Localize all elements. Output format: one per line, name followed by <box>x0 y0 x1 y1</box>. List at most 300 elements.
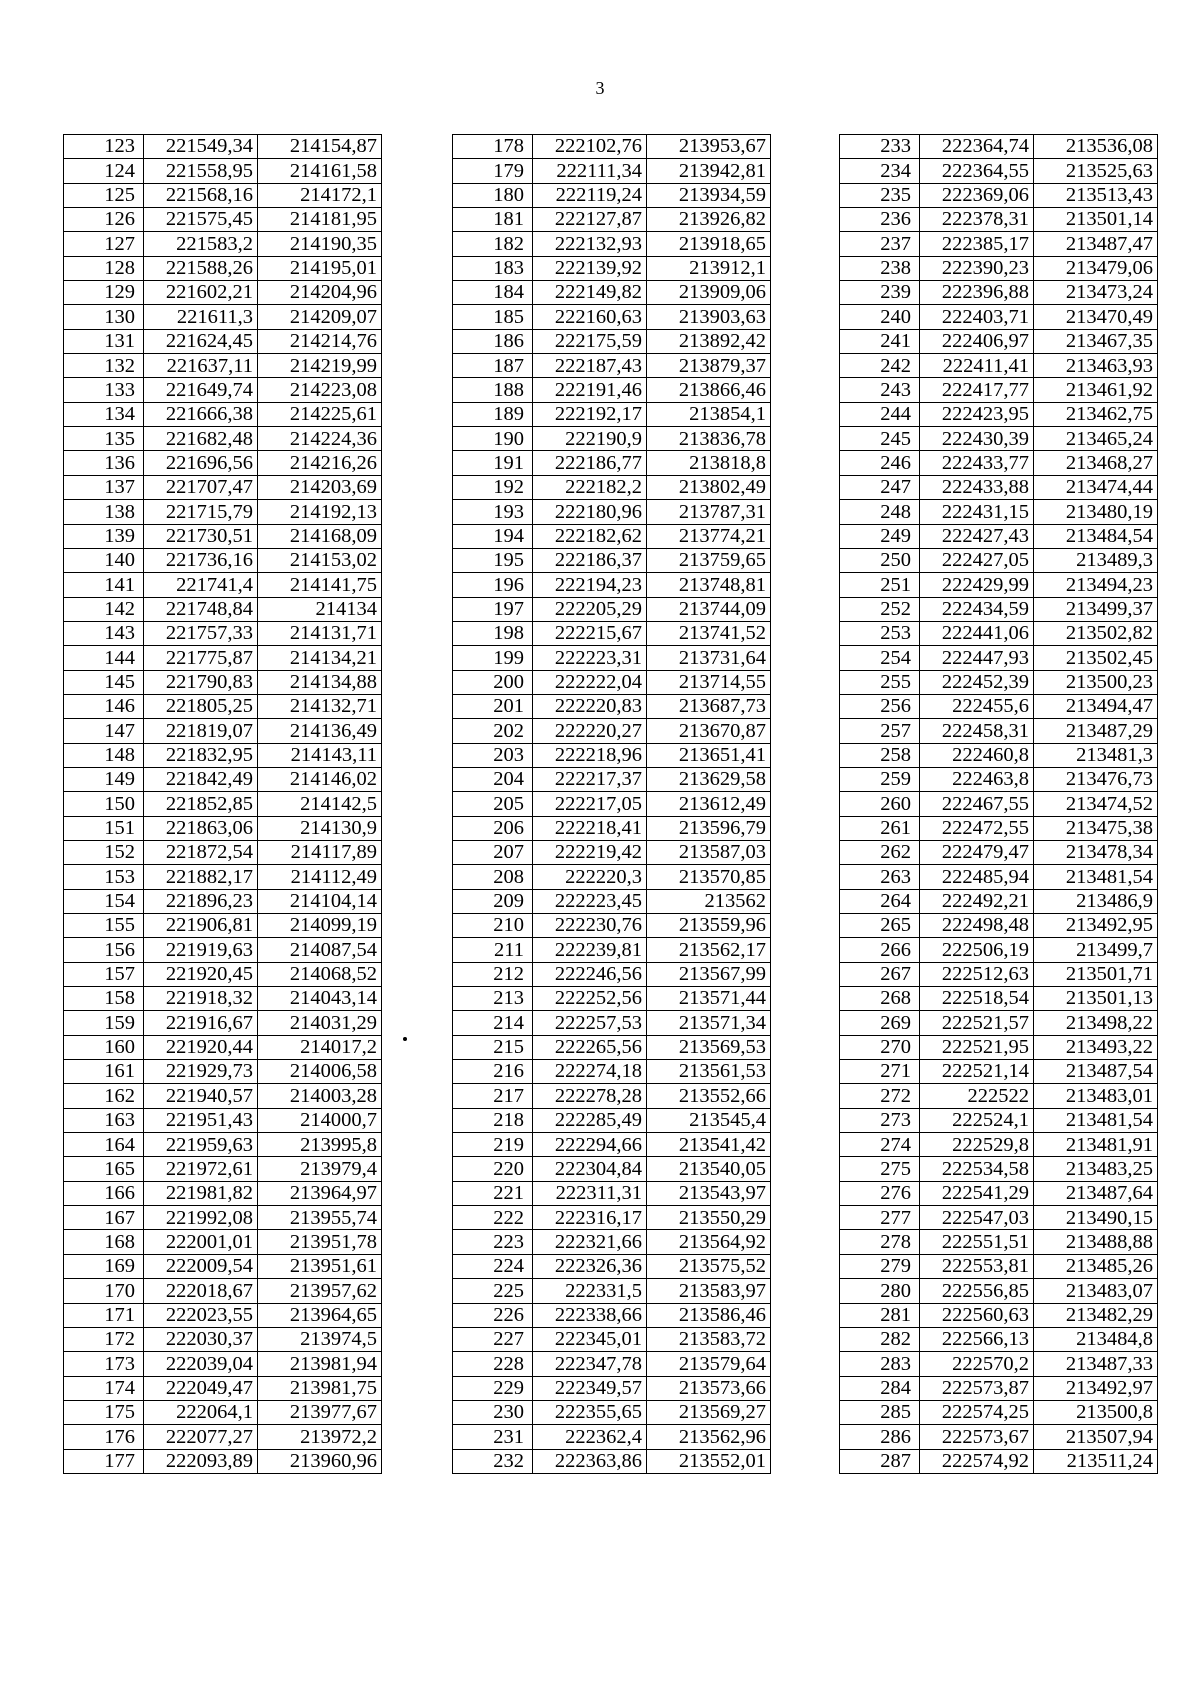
x-coordinate: 222139,92 <box>533 256 647 280</box>
x-coordinate: 221637,11 <box>144 354 258 378</box>
table-row <box>840 1327 1158 1351</box>
y-coordinate: 214131,71 <box>258 621 382 645</box>
y-coordinate: 213926,82 <box>647 208 771 232</box>
x-coordinate: 222257,53 <box>533 1011 647 1035</box>
point-number: 166 <box>64 1181 144 1205</box>
table-row <box>64 1060 382 1084</box>
x-coordinate: 222246,56 <box>533 962 647 986</box>
y-coordinate: 213972,2 <box>258 1425 382 1449</box>
table-row <box>453 232 771 256</box>
y-coordinate: 213836,78 <box>647 427 771 451</box>
y-coordinate: 214154,87 <box>258 135 382 159</box>
table-row <box>840 719 1158 743</box>
point-number: 287 <box>840 1449 920 1473</box>
x-coordinate: 221919,63 <box>144 938 258 962</box>
y-coordinate: 214161,58 <box>258 159 382 183</box>
x-coordinate: 222524,1 <box>920 1108 1034 1132</box>
table-row <box>840 1303 1158 1327</box>
table-row <box>840 232 1158 256</box>
point-number: 219 <box>453 1133 533 1157</box>
x-coordinate: 221602,21 <box>144 281 258 305</box>
point-number: 140 <box>64 548 144 572</box>
x-coordinate: 222252,56 <box>533 987 647 1011</box>
point-number: 267 <box>840 962 920 986</box>
table-row <box>64 208 382 232</box>
y-coordinate: 213501,13 <box>1034 987 1158 1011</box>
x-coordinate: 222406,97 <box>920 329 1034 353</box>
y-coordinate: 213964,97 <box>258 1181 382 1205</box>
y-coordinate: 214136,49 <box>258 719 382 743</box>
x-coordinate: 222205,29 <box>533 597 647 621</box>
table-row <box>840 1108 1158 1132</box>
table-row <box>840 1060 1158 1084</box>
table-row <box>453 256 771 280</box>
y-coordinate: 213579,64 <box>647 1352 771 1376</box>
point-number: 258 <box>840 743 920 767</box>
y-coordinate: 213525,63 <box>1034 159 1158 183</box>
x-coordinate: 221852,85 <box>144 792 258 816</box>
y-coordinate: 214214,76 <box>258 329 382 353</box>
x-coordinate: 222396,88 <box>920 281 1034 305</box>
x-coordinate: 222347,78 <box>533 1352 647 1376</box>
table-row <box>840 208 1158 232</box>
table-row <box>64 938 382 962</box>
table-row <box>64 1230 382 1254</box>
point-number: 149 <box>64 767 144 791</box>
x-coordinate: 221920,44 <box>144 1035 258 1059</box>
y-coordinate: 213483,07 <box>1034 1279 1158 1303</box>
y-coordinate: 213570,85 <box>647 865 771 889</box>
point-number: 128 <box>64 256 144 280</box>
table-row <box>64 670 382 694</box>
x-coordinate: 222417,77 <box>920 378 1034 402</box>
table-row <box>453 597 771 621</box>
x-coordinate: 221951,43 <box>144 1108 258 1132</box>
point-number: 282 <box>840 1327 920 1351</box>
point-number: 125 <box>64 183 144 207</box>
table-row <box>840 1254 1158 1278</box>
x-coordinate: 222064,1 <box>144 1400 258 1424</box>
coordinates-table-3 <box>839 134 1158 1474</box>
point-number: 138 <box>64 500 144 524</box>
y-coordinate: 213596,79 <box>647 816 771 840</box>
point-number: 151 <box>64 816 144 840</box>
point-number: 247 <box>840 475 920 499</box>
y-coordinate: 213569,53 <box>647 1035 771 1059</box>
y-coordinate: 214043,14 <box>258 987 382 1011</box>
point-number: 148 <box>64 743 144 767</box>
table-row <box>453 1011 771 1035</box>
point-number: 191 <box>453 451 533 475</box>
point-number: 173 <box>64 1352 144 1376</box>
table-row <box>64 646 382 670</box>
point-number: 175 <box>64 1400 144 1424</box>
table-row <box>64 1011 382 1035</box>
x-coordinate: 222529,8 <box>920 1133 1034 1157</box>
point-number: 154 <box>64 889 144 913</box>
y-coordinate: 213909,06 <box>647 281 771 305</box>
y-coordinate: 213731,64 <box>647 646 771 670</box>
table-row <box>840 938 1158 962</box>
x-coordinate: 222458,31 <box>920 719 1034 743</box>
point-number: 238 <box>840 256 920 280</box>
y-coordinate: 213951,61 <box>258 1254 382 1278</box>
y-coordinate: 213912,1 <box>647 256 771 280</box>
y-coordinate: 213550,29 <box>647 1206 771 1230</box>
y-coordinate: 214003,28 <box>258 1084 382 1108</box>
x-coordinate: 221882,17 <box>144 865 258 889</box>
table-row <box>453 1254 771 1278</box>
y-coordinate: 213714,55 <box>647 670 771 694</box>
y-coordinate: 213866,46 <box>647 378 771 402</box>
y-coordinate: 213974,5 <box>258 1327 382 1351</box>
point-number: 185 <box>453 305 533 329</box>
y-coordinate: 213487,29 <box>1034 719 1158 743</box>
x-coordinate: 222556,85 <box>920 1279 1034 1303</box>
table-row <box>453 1376 771 1400</box>
x-coordinate: 222369,06 <box>920 183 1034 207</box>
y-coordinate: 213918,65 <box>647 232 771 256</box>
point-number: 213 <box>453 987 533 1011</box>
table-row <box>840 573 1158 597</box>
point-number: 246 <box>840 451 920 475</box>
x-coordinate: 221972,61 <box>144 1157 258 1181</box>
point-number: 265 <box>840 914 920 938</box>
point-number: 216 <box>453 1060 533 1084</box>
point-number: 168 <box>64 1230 144 1254</box>
x-coordinate: 221959,63 <box>144 1133 258 1157</box>
y-coordinate: 214143,11 <box>258 743 382 767</box>
table-row <box>453 1400 771 1424</box>
x-coordinate: 221682,48 <box>144 427 258 451</box>
table-row <box>453 135 771 159</box>
y-coordinate: 213569,27 <box>647 1400 771 1424</box>
x-coordinate: 222304,84 <box>533 1157 647 1181</box>
point-number: 180 <box>453 183 533 207</box>
y-coordinate: 213571,44 <box>647 987 771 1011</box>
y-coordinate: 213483,01 <box>1034 1084 1158 1108</box>
y-coordinate: 213892,42 <box>647 329 771 353</box>
x-coordinate: 222217,37 <box>533 767 647 791</box>
y-coordinate: 213879,37 <box>647 354 771 378</box>
point-number: 188 <box>453 378 533 402</box>
x-coordinate: 221696,56 <box>144 451 258 475</box>
x-coordinate: 221863,06 <box>144 816 258 840</box>
y-coordinate: 213583,97 <box>647 1279 771 1303</box>
x-coordinate: 222427,43 <box>920 524 1034 548</box>
y-coordinate: 213540,05 <box>647 1157 771 1181</box>
x-coordinate: 222321,66 <box>533 1230 647 1254</box>
table-row <box>840 1133 1158 1157</box>
x-coordinate: 222220,83 <box>533 694 647 718</box>
x-coordinate: 222355,65 <box>533 1400 647 1424</box>
y-coordinate: 213479,06 <box>1034 256 1158 280</box>
y-coordinate: 213501,14 <box>1034 208 1158 232</box>
x-coordinate: 221832,95 <box>144 743 258 767</box>
y-coordinate: 213475,38 <box>1034 816 1158 840</box>
x-coordinate: 222566,13 <box>920 1327 1034 1351</box>
x-coordinate: 222551,51 <box>920 1230 1034 1254</box>
y-coordinate: 213499,7 <box>1034 938 1158 962</box>
table-row <box>64 816 382 840</box>
y-coordinate: 214000,7 <box>258 1108 382 1132</box>
table-row <box>453 1133 771 1157</box>
table-row <box>64 767 382 791</box>
y-coordinate: 213480,19 <box>1034 500 1158 524</box>
table-row <box>453 1303 771 1327</box>
y-coordinate: 213818,8 <box>647 451 771 475</box>
table-row <box>453 767 771 791</box>
y-coordinate: 213481,54 <box>1034 865 1158 889</box>
table-row <box>64 1254 382 1278</box>
x-coordinate: 222463,8 <box>920 767 1034 791</box>
point-number: 187 <box>453 354 533 378</box>
x-coordinate: 222180,96 <box>533 500 647 524</box>
point-number: 123 <box>64 135 144 159</box>
table-row <box>453 865 771 889</box>
x-coordinate: 222102,76 <box>533 135 647 159</box>
x-coordinate: 222441,06 <box>920 621 1034 645</box>
table-row <box>64 183 382 207</box>
table-row <box>453 816 771 840</box>
y-coordinate: 213575,52 <box>647 1254 771 1278</box>
point-number: 240 <box>840 305 920 329</box>
table-row <box>840 281 1158 305</box>
x-coordinate: 221549,34 <box>144 135 258 159</box>
table-row <box>840 524 1158 548</box>
y-coordinate: 213774,21 <box>647 524 771 548</box>
point-number: 244 <box>840 402 920 426</box>
point-number: 231 <box>453 1425 533 1449</box>
point-number: 262 <box>840 840 920 864</box>
point-number: 271 <box>840 1060 920 1084</box>
table-row <box>453 500 771 524</box>
point-number: 207 <box>453 840 533 864</box>
table-row <box>64 1206 382 1230</box>
x-coordinate: 221790,83 <box>144 670 258 694</box>
table-row <box>453 1327 771 1351</box>
y-coordinate: 214141,75 <box>258 573 382 597</box>
point-number: 259 <box>840 767 920 791</box>
point-number: 223 <box>453 1230 533 1254</box>
table-row <box>453 524 771 548</box>
point-number: 182 <box>453 232 533 256</box>
point-number: 241 <box>840 329 920 353</box>
point-number: 235 <box>840 183 920 207</box>
y-coordinate: 214204,96 <box>258 281 382 305</box>
y-coordinate: 213494,47 <box>1034 694 1158 718</box>
y-coordinate: 214190,35 <box>258 232 382 256</box>
table-row <box>64 840 382 864</box>
table-row <box>453 1181 771 1205</box>
y-coordinate: 213492,95 <box>1034 914 1158 938</box>
y-coordinate: 213934,59 <box>647 183 771 207</box>
point-number: 181 <box>453 208 533 232</box>
y-coordinate: 213587,03 <box>647 840 771 864</box>
point-number: 209 <box>453 889 533 913</box>
y-coordinate: 213502,45 <box>1034 646 1158 670</box>
point-number: 215 <box>453 1035 533 1059</box>
x-coordinate: 222498,48 <box>920 914 1034 938</box>
coordinates-table-2 <box>452 134 771 1474</box>
x-coordinate: 222274,18 <box>533 1060 647 1084</box>
x-coordinate: 221558,95 <box>144 159 258 183</box>
y-coordinate: 213573,66 <box>647 1376 771 1400</box>
point-number: 193 <box>453 500 533 524</box>
y-coordinate: 213942,81 <box>647 159 771 183</box>
x-coordinate: 221920,45 <box>144 962 258 986</box>
y-coordinate: 213567,99 <box>647 962 771 986</box>
table-row <box>64 354 382 378</box>
point-number: 261 <box>840 816 920 840</box>
point-number: 158 <box>64 987 144 1011</box>
table-row <box>64 889 382 913</box>
table-row <box>64 1133 382 1157</box>
point-number: 137 <box>64 475 144 499</box>
x-coordinate: 222363,86 <box>533 1449 647 1473</box>
point-number: 210 <box>453 914 533 938</box>
table-row <box>64 232 382 256</box>
point-number: 150 <box>64 792 144 816</box>
table-row <box>840 816 1158 840</box>
x-coordinate: 222077,27 <box>144 1425 258 1449</box>
y-coordinate: 214031,29 <box>258 1011 382 1035</box>
table-row <box>64 402 382 426</box>
table-row <box>840 1035 1158 1059</box>
x-coordinate: 222362,4 <box>533 1425 647 1449</box>
table-row <box>840 1376 1158 1400</box>
point-number: 249 <box>840 524 920 548</box>
y-coordinate: 213513,43 <box>1034 183 1158 207</box>
table-row <box>453 987 771 1011</box>
point-number: 278 <box>840 1230 920 1254</box>
page-number: 3 <box>595 78 605 98</box>
point-number: 176 <box>64 1425 144 1449</box>
point-number: 269 <box>840 1011 920 1035</box>
point-number: 134 <box>64 402 144 426</box>
x-coordinate: 222521,57 <box>920 1011 1034 1035</box>
x-coordinate: 222521,95 <box>920 1035 1034 1059</box>
x-coordinate: 222294,66 <box>533 1133 647 1157</box>
y-coordinate: 214146,02 <box>258 767 382 791</box>
x-coordinate: 222132,93 <box>533 232 647 256</box>
point-number: 133 <box>64 378 144 402</box>
point-number: 260 <box>840 792 920 816</box>
point-number: 256 <box>840 694 920 718</box>
point-number: 254 <box>840 646 920 670</box>
table-row <box>64 329 382 353</box>
x-coordinate: 221805,25 <box>144 694 258 718</box>
y-coordinate: 213562,17 <box>647 938 771 962</box>
point-number: 283 <box>840 1352 920 1376</box>
x-coordinate: 222191,46 <box>533 378 647 402</box>
y-coordinate: 214134,21 <box>258 646 382 670</box>
x-coordinate: 221981,82 <box>144 1181 258 1205</box>
point-number: 135 <box>64 427 144 451</box>
point-number: 245 <box>840 427 920 451</box>
y-coordinate: 213498,22 <box>1034 1011 1158 1035</box>
y-coordinate: 214219,99 <box>258 354 382 378</box>
point-number: 195 <box>453 548 533 572</box>
y-coordinate: 213612,49 <box>647 792 771 816</box>
x-coordinate: 222039,04 <box>144 1352 258 1376</box>
x-coordinate: 221736,16 <box>144 548 258 572</box>
y-coordinate: 214117,89 <box>258 840 382 864</box>
point-number: 205 <box>453 792 533 816</box>
y-coordinate: 213487,47 <box>1034 232 1158 256</box>
y-coordinate: 213465,24 <box>1034 427 1158 451</box>
table-row <box>840 840 1158 864</box>
point-number: 170 <box>64 1279 144 1303</box>
x-coordinate: 221568,16 <box>144 183 258 207</box>
point-number: 131 <box>64 329 144 353</box>
x-coordinate: 222460,8 <box>920 743 1034 767</box>
point-number: 263 <box>840 865 920 889</box>
point-number: 143 <box>64 621 144 645</box>
y-coordinate: 214142,5 <box>258 792 382 816</box>
table-row <box>840 475 1158 499</box>
y-coordinate: 214203,69 <box>258 475 382 499</box>
point-number: 229 <box>453 1376 533 1400</box>
table-row <box>840 1181 1158 1205</box>
y-coordinate: 213562,96 <box>647 1425 771 1449</box>
y-coordinate: 213748,81 <box>647 573 771 597</box>
y-coordinate: 213494,23 <box>1034 573 1158 597</box>
x-coordinate: 222570,2 <box>920 1352 1034 1376</box>
table-row <box>453 792 771 816</box>
table-row <box>453 281 771 305</box>
x-coordinate: 222345,01 <box>533 1327 647 1351</box>
point-number: 139 <box>64 524 144 548</box>
x-coordinate: 222431,15 <box>920 500 1034 524</box>
x-coordinate: 221757,33 <box>144 621 258 645</box>
x-coordinate: 222331,5 <box>533 1279 647 1303</box>
table-row <box>453 451 771 475</box>
x-coordinate: 221929,73 <box>144 1060 258 1084</box>
y-coordinate: 213744,09 <box>647 597 771 621</box>
table-row <box>840 378 1158 402</box>
table-row <box>840 865 1158 889</box>
x-coordinate: 222364,55 <box>920 159 1034 183</box>
table-row <box>453 1230 771 1254</box>
x-coordinate: 222182,2 <box>533 475 647 499</box>
x-coordinate: 222433,77 <box>920 451 1034 475</box>
point-number: 144 <box>64 646 144 670</box>
point-number: 268 <box>840 987 920 1011</box>
x-coordinate: 222316,17 <box>533 1206 647 1230</box>
x-coordinate: 221741,4 <box>144 573 258 597</box>
y-coordinate: 213481,3 <box>1034 743 1158 767</box>
point-number: 126 <box>64 208 144 232</box>
table-row <box>840 621 1158 645</box>
x-coordinate: 222194,23 <box>533 573 647 597</box>
table-row <box>453 621 771 645</box>
table-row <box>64 1449 382 1473</box>
table-row <box>840 743 1158 767</box>
x-coordinate: 221906,81 <box>144 914 258 938</box>
table-row <box>64 865 382 889</box>
point-number: 218 <box>453 1108 533 1132</box>
table-row <box>453 719 771 743</box>
y-coordinate: 213953,67 <box>647 135 771 159</box>
table-row <box>453 183 771 207</box>
y-coordinate: 213485,26 <box>1034 1254 1158 1278</box>
x-coordinate: 222364,74 <box>920 135 1034 159</box>
x-coordinate: 222049,47 <box>144 1376 258 1400</box>
x-coordinate: 221916,67 <box>144 1011 258 1035</box>
x-coordinate: 222285,49 <box>533 1108 647 1132</box>
y-coordinate: 213981,94 <box>258 1352 382 1376</box>
